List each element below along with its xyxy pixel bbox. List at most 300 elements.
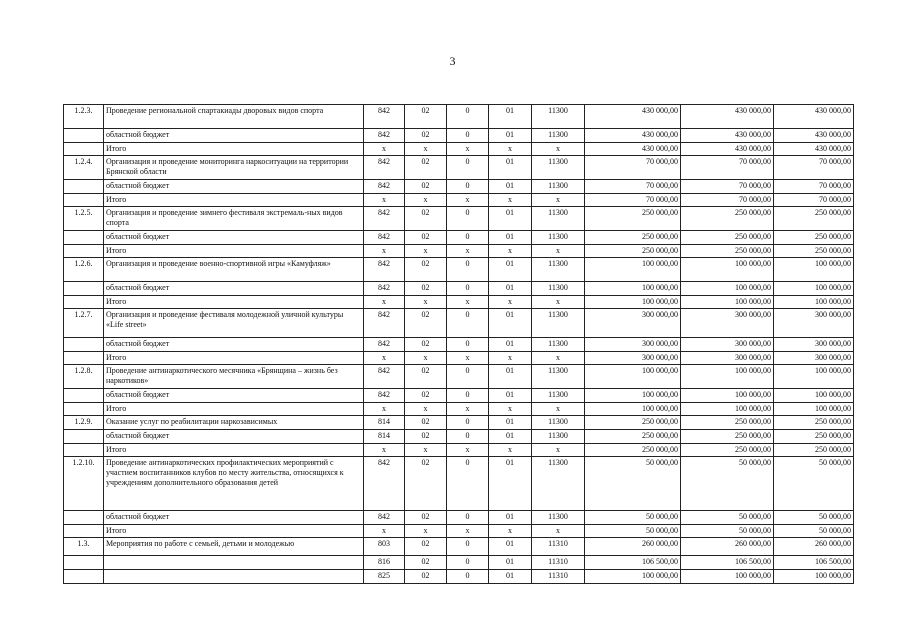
amount-year-2-cell: 100 000,00 <box>681 282 774 296</box>
code-subprogram-cell: 01 <box>489 338 532 352</box>
code-subprogram-cell: x <box>489 525 532 538</box>
code-program-cell: 0 <box>447 570 489 584</box>
code-subprogram-cell: 01 <box>489 282 532 296</box>
amount-year-1-cell: 250 000,00 <box>585 207 681 231</box>
amount-year-1-cell: 100 000,00 <box>585 258 681 282</box>
code-grbs-cell: x <box>364 403 405 416</box>
code-subprogram-cell: 01 <box>489 156 532 180</box>
table-row <box>64 207 854 231</box>
item-name-cell: Итого <box>104 245 364 258</box>
table-row <box>64 457 854 511</box>
table-body <box>64 105 854 584</box>
code-subprogram-cell: 01 <box>489 538 532 556</box>
table-row <box>64 143 854 156</box>
code-direction-cell: 11310 <box>532 538 585 556</box>
code-grbs-cell: 842 <box>364 207 405 231</box>
row-number-cell <box>64 403 104 416</box>
code-direction-cell: x <box>532 194 585 207</box>
code-program-cell: 0 <box>447 282 489 296</box>
amount-year-1-cell: 300 000,00 <box>585 309 681 338</box>
code-section-cell: 02 <box>405 538 447 556</box>
code-subprogram-cell: x <box>489 143 532 156</box>
code-subprogram-cell: x <box>489 194 532 207</box>
amount-year-2-cell: 50 000,00 <box>681 525 774 538</box>
row-number-cell <box>64 245 104 258</box>
code-direction-cell: 11300 <box>532 511 585 525</box>
table-row <box>64 180 854 194</box>
code-grbs-cell: 842 <box>364 457 405 511</box>
amount-year-3-cell: 100 000,00 <box>774 282 854 296</box>
code-program-cell: x <box>447 403 489 416</box>
amount-year-2-cell: 50 000,00 <box>681 457 774 511</box>
amount-year-2-cell: 100 000,00 <box>681 570 774 584</box>
amount-year-2-cell: 100 000,00 <box>681 365 774 389</box>
amount-year-1-cell: 250 000,00 <box>585 245 681 258</box>
code-direction-cell: 11300 <box>532 282 585 296</box>
code-program-cell: 0 <box>447 511 489 525</box>
code-direction-cell: x <box>532 403 585 416</box>
code-grbs-cell: 842 <box>364 180 405 194</box>
table-row <box>64 129 854 143</box>
code-grbs-cell: 842 <box>364 389 405 403</box>
code-grbs-cell: 803 <box>364 538 405 556</box>
code-program-cell: 0 <box>447 457 489 511</box>
table-row <box>64 525 854 538</box>
table-row <box>64 538 854 556</box>
table-row <box>64 511 854 525</box>
code-subprogram-cell: 01 <box>489 129 532 143</box>
item-name-cell <box>104 570 364 584</box>
code-grbs-cell: 825 <box>364 570 405 584</box>
amount-year-3-cell: 100 000,00 <box>774 365 854 389</box>
amount-year-1-cell: 250 000,00 <box>585 231 681 245</box>
code-grbs-cell: x <box>364 143 405 156</box>
code-section-cell: 02 <box>405 282 447 296</box>
table-row <box>64 416 854 430</box>
item-name-cell: областной бюджет <box>104 282 364 296</box>
amount-year-2-cell: 100 000,00 <box>681 296 774 309</box>
code-grbs-cell: 842 <box>364 258 405 282</box>
code-subprogram-cell: 01 <box>489 180 532 194</box>
item-name-cell: Итого <box>104 403 364 416</box>
row-number-cell: 1.2.10. <box>64 457 104 511</box>
code-grbs-cell: 816 <box>364 556 405 570</box>
code-section-cell: 02 <box>405 207 447 231</box>
row-number-cell: 1.2.7. <box>64 309 104 338</box>
amount-year-1-cell: 70 000,00 <box>585 156 681 180</box>
code-section-cell: x <box>405 352 447 365</box>
code-grbs-cell: 842 <box>364 309 405 338</box>
item-name-cell: Итого <box>104 352 364 365</box>
amount-year-1-cell: 250 000,00 <box>585 416 681 430</box>
code-subprogram-cell: 01 <box>489 231 532 245</box>
row-number-cell <box>64 194 104 207</box>
code-grbs-cell: x <box>364 352 405 365</box>
code-program-cell: x <box>447 352 489 365</box>
code-direction-cell: 11300 <box>532 309 585 338</box>
table-row <box>64 105 854 129</box>
item-name-cell: Проведение антинаркотического месячника «Брянщина – жизнь без наркотиков» <box>104 365 364 389</box>
amount-year-2-cell: 70 000,00 <box>681 180 774 194</box>
code-subprogram-cell: 01 <box>489 570 532 584</box>
code-grbs-cell: 814 <box>364 430 405 444</box>
amount-year-3-cell: 100 000,00 <box>774 258 854 282</box>
code-section-cell: 02 <box>405 338 447 352</box>
amount-year-2-cell: 250 000,00 <box>681 416 774 430</box>
code-program-cell: x <box>447 296 489 309</box>
row-number-cell <box>64 231 104 245</box>
item-name-cell: Проведение региональной спартакиады дворовых видов спорта <box>104 105 364 129</box>
amount-year-2-cell: 250 000,00 <box>681 245 774 258</box>
code-direction-cell: 11300 <box>532 231 585 245</box>
amount-year-2-cell: 260 000,00 <box>681 538 774 556</box>
code-section-cell: 02 <box>405 180 447 194</box>
code-section-cell: 02 <box>405 389 447 403</box>
row-number-cell <box>64 430 104 444</box>
amount-year-1-cell: 50 000,00 <box>585 511 681 525</box>
code-program-cell: 0 <box>447 180 489 194</box>
amount-year-1-cell: 100 000,00 <box>585 365 681 389</box>
amount-year-3-cell: 50 000,00 <box>774 511 854 525</box>
amount-year-2-cell: 300 000,00 <box>681 309 774 338</box>
amount-year-3-cell: 430 000,00 <box>774 105 854 129</box>
item-name-cell: Итого <box>104 296 364 309</box>
amount-year-1-cell: 100 000,00 <box>585 282 681 296</box>
item-name-cell: Организация и проведение зимнего фестиваля экстремаль-ных видов спорта <box>104 207 364 231</box>
code-program-cell: 0 <box>447 207 489 231</box>
table-row <box>64 231 854 245</box>
amount-year-1-cell: 250 000,00 <box>585 444 681 457</box>
code-direction-cell: 11300 <box>532 105 585 129</box>
code-direction-cell: 11310 <box>532 556 585 570</box>
code-section-cell: 02 <box>405 231 447 245</box>
item-name-cell: Организация и проведение военно-спортивной игры «Камуфляж» <box>104 258 364 282</box>
code-subprogram-cell: 01 <box>489 105 532 129</box>
row-number-cell <box>64 511 104 525</box>
code-subprogram-cell: 01 <box>489 511 532 525</box>
amount-year-1-cell: 260 000,00 <box>585 538 681 556</box>
code-grbs-cell: 842 <box>364 231 405 245</box>
row-number-cell: 1.2.9. <box>64 416 104 430</box>
amount-year-3-cell: 300 000,00 <box>774 352 854 365</box>
table-row <box>64 430 854 444</box>
amount-year-1-cell: 100 000,00 <box>585 403 681 416</box>
code-program-cell: 0 <box>447 365 489 389</box>
code-program-cell: 0 <box>447 105 489 129</box>
amount-year-3-cell: 250 000,00 <box>774 416 854 430</box>
code-subprogram-cell: 01 <box>489 430 532 444</box>
item-name-cell: Итого <box>104 525 364 538</box>
code-direction-cell: 11300 <box>532 207 585 231</box>
code-section-cell: 02 <box>405 511 447 525</box>
row-number-cell: 1.2.5. <box>64 207 104 231</box>
row-number-cell: 1.3. <box>64 538 104 556</box>
amount-year-2-cell: 100 000,00 <box>681 389 774 403</box>
amount-year-2-cell: 300 000,00 <box>681 338 774 352</box>
amount-year-1-cell: 106 500,00 <box>585 556 681 570</box>
table-row <box>64 403 854 416</box>
table-row <box>64 556 854 570</box>
item-name-cell: Проведение антинаркотических профилактических мероприятий с участием воспитанников клубов по месту жительства, относящихся к учреждениям дополнительного образования детей <box>104 457 364 511</box>
code-subprogram-cell: 01 <box>489 457 532 511</box>
code-section-cell: 02 <box>405 105 447 129</box>
amount-year-2-cell: 250 000,00 <box>681 430 774 444</box>
code-direction-cell: 11300 <box>532 389 585 403</box>
code-subprogram-cell: 01 <box>489 416 532 430</box>
code-section-cell: 02 <box>405 416 447 430</box>
code-subprogram-cell: 01 <box>489 556 532 570</box>
code-subprogram-cell: 01 <box>489 309 532 338</box>
row-number-cell: 1.2.8. <box>64 365 104 389</box>
amount-year-3-cell: 250 000,00 <box>774 245 854 258</box>
code-subprogram-cell: x <box>489 444 532 457</box>
item-name-cell: областной бюджет <box>104 129 364 143</box>
table-row <box>64 282 854 296</box>
amount-year-1-cell: 430 000,00 <box>585 129 681 143</box>
item-name-cell: областной бюджет <box>104 389 364 403</box>
code-program-cell: 0 <box>447 231 489 245</box>
code-direction-cell: 11300 <box>532 365 585 389</box>
code-section-cell: 02 <box>405 457 447 511</box>
item-name-cell: Оказание услуг по реабилитации наркозависимых <box>104 416 364 430</box>
row-number-cell <box>64 282 104 296</box>
amount-year-1-cell: 70 000,00 <box>585 180 681 194</box>
row-number-cell <box>64 525 104 538</box>
amount-year-3-cell: 70 000,00 <box>774 156 854 180</box>
row-number-cell <box>64 143 104 156</box>
amount-year-2-cell: 50 000,00 <box>681 511 774 525</box>
code-subprogram-cell: x <box>489 296 532 309</box>
item-name-cell: Организация и проведение фестиваля молодежной уличной культуры «Life street» <box>104 309 364 338</box>
code-section-cell: 02 <box>405 258 447 282</box>
code-direction-cell: 11300 <box>532 258 585 282</box>
code-program-cell: 0 <box>447 416 489 430</box>
code-program-cell: x <box>447 525 489 538</box>
amount-year-3-cell: 50 000,00 <box>774 525 854 538</box>
item-name-cell: Мероприятия по работе с семьей, детьми и молодежью <box>104 538 364 556</box>
code-section-cell: 02 <box>405 430 447 444</box>
row-number-cell <box>64 570 104 584</box>
amount-year-2-cell: 250 000,00 <box>681 231 774 245</box>
amount-year-3-cell: 100 000,00 <box>774 403 854 416</box>
code-direction-cell: x <box>532 525 585 538</box>
amount-year-1-cell: 70 000,00 <box>585 194 681 207</box>
item-name-cell: областной бюджет <box>104 231 364 245</box>
amount-year-3-cell: 106 500,00 <box>774 556 854 570</box>
item-name-cell: областной бюджет <box>104 180 364 194</box>
code-program-cell: x <box>447 245 489 258</box>
amount-year-3-cell: 100 000,00 <box>774 296 854 309</box>
amount-year-3-cell: 100 000,00 <box>774 570 854 584</box>
code-subprogram-cell: 01 <box>489 258 532 282</box>
amount-year-3-cell: 70 000,00 <box>774 194 854 207</box>
code-direction-cell: 11300 <box>532 156 585 180</box>
amount-year-1-cell: 50 000,00 <box>585 457 681 511</box>
code-section-cell: 02 <box>405 365 447 389</box>
code-grbs-cell: x <box>364 444 405 457</box>
amount-year-2-cell: 430 000,00 <box>681 143 774 156</box>
item-name-cell: областной бюджет <box>104 338 364 352</box>
code-program-cell: x <box>447 143 489 156</box>
code-direction-cell: 11300 <box>532 457 585 511</box>
table-row <box>64 309 854 338</box>
amount-year-3-cell: 100 000,00 <box>774 389 854 403</box>
row-number-cell <box>64 389 104 403</box>
table-row <box>64 570 854 584</box>
table-row <box>64 338 854 352</box>
code-program-cell: 0 <box>447 430 489 444</box>
amount-year-1-cell: 430 000,00 <box>585 143 681 156</box>
code-direction-cell: x <box>532 296 585 309</box>
amount-year-1-cell: 100 000,00 <box>585 296 681 309</box>
amount-year-2-cell: 70 000,00 <box>681 156 774 180</box>
code-section-cell: x <box>405 143 447 156</box>
amount-year-3-cell: 430 000,00 <box>774 143 854 156</box>
code-section-cell: x <box>405 194 447 207</box>
amount-year-1-cell: 300 000,00 <box>585 338 681 352</box>
code-subprogram-cell: 01 <box>489 207 532 231</box>
code-subprogram-cell: 01 <box>489 389 532 403</box>
row-number-cell <box>64 338 104 352</box>
table-row <box>64 156 854 180</box>
code-section-cell: x <box>405 525 447 538</box>
amount-year-2-cell: 430 000,00 <box>681 105 774 129</box>
code-direction-cell: x <box>532 444 585 457</box>
code-program-cell: x <box>447 444 489 457</box>
code-grbs-cell: 814 <box>364 416 405 430</box>
code-direction-cell: 11300 <box>532 338 585 352</box>
code-grbs-cell: x <box>364 525 405 538</box>
row-number-cell <box>64 129 104 143</box>
item-name-cell: Итого <box>104 194 364 207</box>
amount-year-3-cell: 260 000,00 <box>774 538 854 556</box>
code-program-cell: 0 <box>447 538 489 556</box>
row-number-cell: 1.2.3. <box>64 105 104 129</box>
code-section-cell: 02 <box>405 570 447 584</box>
code-program-cell: x <box>447 194 489 207</box>
item-name-cell: Итого <box>104 143 364 156</box>
code-direction-cell: x <box>532 352 585 365</box>
code-program-cell: 0 <box>447 309 489 338</box>
amount-year-2-cell: 300 000,00 <box>681 352 774 365</box>
code-section-cell: 02 <box>405 556 447 570</box>
row-number-cell: 1.2.4. <box>64 156 104 180</box>
item-name-cell <box>104 556 364 570</box>
amount-year-1-cell: 100 000,00 <box>585 389 681 403</box>
item-name-cell: областной бюджет <box>104 430 364 444</box>
code-program-cell: 0 <box>447 338 489 352</box>
code-section-cell: x <box>405 245 447 258</box>
code-program-cell: 0 <box>447 258 489 282</box>
amount-year-3-cell: 70 000,00 <box>774 180 854 194</box>
code-section-cell: x <box>405 296 447 309</box>
amount-year-1-cell: 100 000,00 <box>585 570 681 584</box>
row-number-cell <box>64 352 104 365</box>
item-name-cell: Организация и проведение мониторинга наркоситуации на территории Брянской области <box>104 156 364 180</box>
code-grbs-cell: 842 <box>364 511 405 525</box>
amount-year-2-cell: 106 500,00 <box>681 556 774 570</box>
code-grbs-cell: x <box>364 194 405 207</box>
code-program-cell: 0 <box>447 129 489 143</box>
table-row <box>64 389 854 403</box>
table-row <box>64 194 854 207</box>
amount-year-1-cell: 430 000,00 <box>585 105 681 129</box>
amount-year-3-cell: 300 000,00 <box>774 338 854 352</box>
code-grbs-cell: 842 <box>364 105 405 129</box>
amount-year-3-cell: 50 000,00 <box>774 457 854 511</box>
code-grbs-cell: 842 <box>364 338 405 352</box>
item-name-cell: Итого <box>104 444 364 457</box>
amount-year-1-cell: 50 000,00 <box>585 525 681 538</box>
table-row <box>64 258 854 282</box>
code-section-cell: x <box>405 403 447 416</box>
table-row <box>64 444 854 457</box>
page-number: 3 <box>449 54 456 68</box>
amount-year-3-cell: 250 000,00 <box>774 430 854 444</box>
table-row <box>64 296 854 309</box>
row-number-cell <box>64 556 104 570</box>
code-program-cell: 0 <box>447 389 489 403</box>
amount-year-2-cell: 430 000,00 <box>681 129 774 143</box>
amount-year-1-cell: 250 000,00 <box>585 430 681 444</box>
code-program-cell: 0 <box>447 556 489 570</box>
row-number-cell: 1.2.6. <box>64 258 104 282</box>
amount-year-3-cell: 250 000,00 <box>774 231 854 245</box>
code-direction-cell: x <box>532 143 585 156</box>
item-name-cell: областной бюджет <box>104 511 364 525</box>
amount-year-2-cell: 70 000,00 <box>681 194 774 207</box>
code-section-cell: 02 <box>405 156 447 180</box>
code-subprogram-cell: x <box>489 352 532 365</box>
code-grbs-cell: x <box>364 245 405 258</box>
code-direction-cell: 11300 <box>532 129 585 143</box>
code-direction-cell: x <box>532 245 585 258</box>
code-subprogram-cell: x <box>489 245 532 258</box>
code-direction-cell: 11300 <box>532 416 585 430</box>
table-row <box>64 352 854 365</box>
amount-year-3-cell: 430 000,00 <box>774 129 854 143</box>
amount-year-1-cell: 300 000,00 <box>585 352 681 365</box>
code-section-cell: x <box>405 444 447 457</box>
amount-year-2-cell: 250 000,00 <box>681 444 774 457</box>
table-row <box>64 365 854 389</box>
code-grbs-cell: x <box>364 296 405 309</box>
amount-year-2-cell: 100 000,00 <box>681 258 774 282</box>
row-number-cell <box>64 180 104 194</box>
code-subprogram-cell: 01 <box>489 365 532 389</box>
amount-year-2-cell: 100 000,00 <box>681 403 774 416</box>
code-program-cell: 0 <box>447 156 489 180</box>
code-direction-cell: 11300 <box>532 430 585 444</box>
code-section-cell: 02 <box>405 129 447 143</box>
amount-year-2-cell: 250 000,00 <box>681 207 774 231</box>
code-grbs-cell: 842 <box>364 365 405 389</box>
code-subprogram-cell: x <box>489 403 532 416</box>
code-grbs-cell: 842 <box>364 156 405 180</box>
table-row <box>64 245 854 258</box>
code-grbs-cell: 842 <box>364 282 405 296</box>
amount-year-3-cell: 300 000,00 <box>774 309 854 338</box>
code-section-cell: 02 <box>405 309 447 338</box>
amount-year-3-cell: 250 000,00 <box>774 444 854 457</box>
amount-year-3-cell: 250 000,00 <box>774 207 854 231</box>
code-grbs-cell: 842 <box>364 129 405 143</box>
row-number-cell <box>64 444 104 457</box>
code-direction-cell: 11310 <box>532 570 585 584</box>
budget-table <box>63 104 854 584</box>
code-direction-cell: 11300 <box>532 180 585 194</box>
row-number-cell <box>64 296 104 309</box>
